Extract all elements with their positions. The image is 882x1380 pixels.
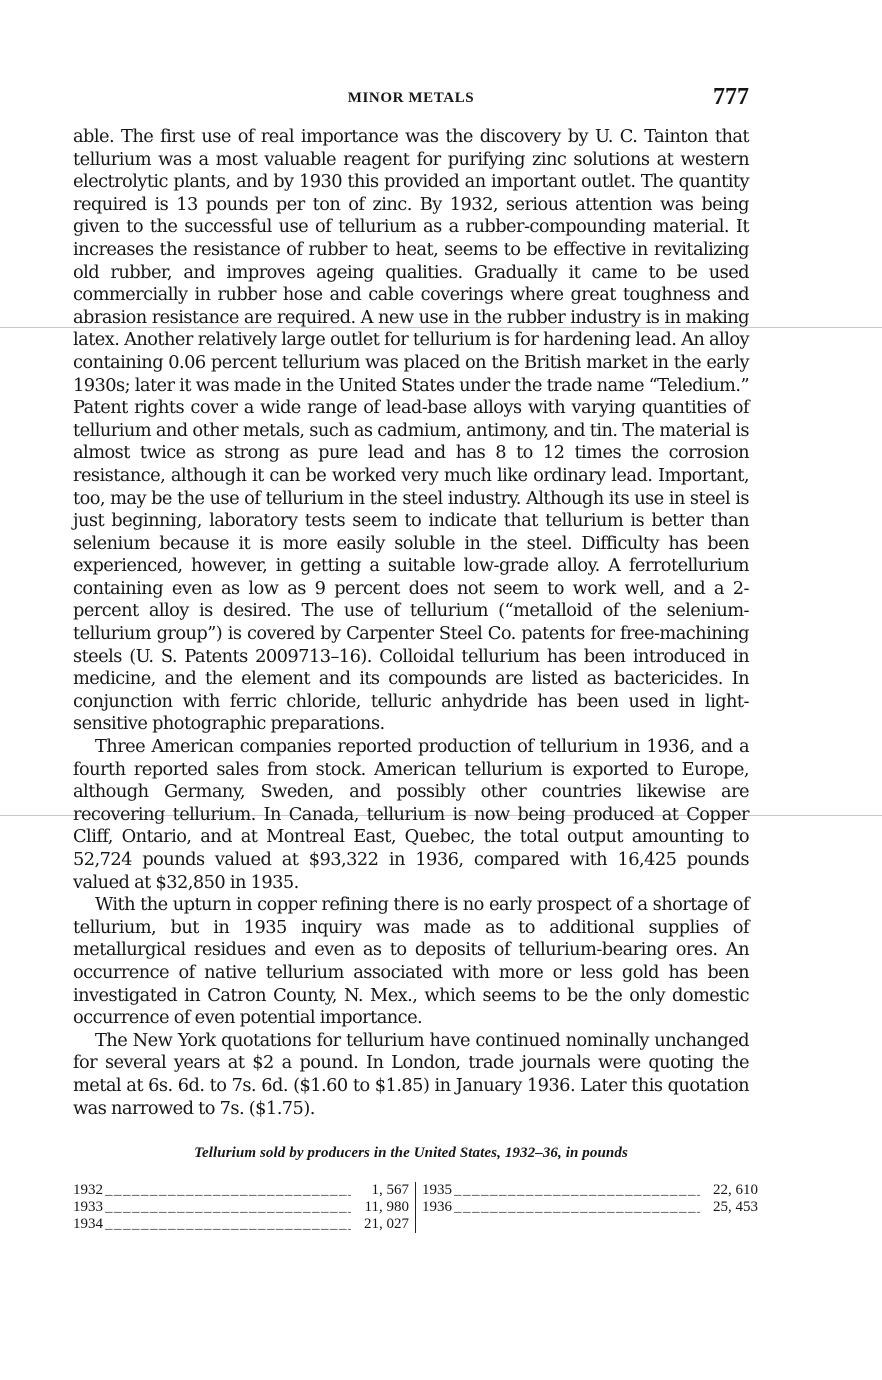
table-row (73, 1199, 409, 1216)
table-amount: 22, 610 (713, 1182, 758, 1199)
dot-leader (454, 1182, 700, 1199)
table-year: 1932 (73, 1182, 103, 1199)
paragraph-production: Three American companies reported production of tellurium in 1936, and a fourth reported sales from stock. American tellurium is exported to Europe, although Germany, Sweden, and possibly other countries likewise are recovering tellurium. In Canada, tellurium is now being produced at Copper Cliff, Ontario, and at Montreal East, Quebec, the total output amounting to 52,724 pounds valued at $93,322 in 1936, compared with 16,425 pounds valued at $32,850 in 1935. (73, 736, 749, 893)
dot-leader (454, 1199, 700, 1216)
page-number: 777 (713, 84, 749, 110)
table-year: 1936 (422, 1199, 452, 1216)
table-row (422, 1199, 758, 1216)
table-row (73, 1182, 409, 1199)
table-column-left (73, 1182, 416, 1233)
paragraph-uses: able. The first use of real importance was the discovery by U. C. Tainton that tellurium was a most valuable reagent for purifying zinc solutions at western electrolytic plants, and by 1930 this provided an important outlet. The quantity required is 13 pounds per ton of zinc. By 1932, serious attention was being given to the successful use of tellurium as a rubber-compounding material. It increases the resistance of rubber to heat, seems to be effective in revitalizing old rubber, and improves ageing qualities. Gradually it came to be used commercially in rubber hose and cable coverings where great toughness and abrasion resistance are required. A new use in the rubber industry is in making latex. Another relatively large outlet for tellurium is for hardening lead. An alloy containing 0.06 percent tellurium was placed on the British market in the early 1930s; later it was made in the United States under the trade name “Teledium.” Patent rights cover a wide range of lead-base alloys with varying quantities of tellurium and other metals, such as cadmium, antimony, and tin. The material is almost twice as strong as pure lead and has 8 to 12 times the corrosion resistance, although it can be worked very much like ordinary lead. Important, too, may be the use of tellurium in the steel industry. Although its use in steel is just beginning, laboratory tests seem to indicate that tellurium is better than selenium because it is more easily soluble in the steel. Difficulty has been experienced, however, in getting a suitable low-grade alloy. A ferrotellurium containing even as low as 9 percent does not seem to work well, and a 2-percent alloy is desired. The use of tellurium (“metalloid of the selenium-tellurium group”) is covered by Carpenter Steel Co. patents for free-machining steels (U. S. Patents 2009713–16). Colloidal tellurium has been introduced in medicine, and the element and its compounds are listed as bactericides. In conjunction with ferric chloride, telluric anhydride has been used in light-sensitive photographic preparations. (73, 126, 749, 735)
body-text (73, 126, 749, 1120)
paragraph-prices: The New York quotations for tellurium have continued nominally unchanged for several years at $2 a pound. In London, trade journals were quoting the metal at 6s. 6d. to 7s. 6d. ($1.60 to $1.85) in January 1936. Later this quotation was narrowed to 7s. ($1.75). (73, 1029, 749, 1119)
table-row (73, 1216, 409, 1233)
table-year: 1933 (73, 1199, 103, 1216)
dot-leader (105, 1216, 351, 1233)
paragraph-supply: With the upturn in copper refining there is no early prospect of a shortage of tellurium, but in 1935 inquiry was made as to additional supplies of metallurgical residues and even as to deposits of tellurium-bearing ores. An occurrence of native tellurium associated with more or less gold has been investigated in Catron County, N. Mex., which seems to be the only domestic occurrence of even potential importance. (73, 894, 749, 1029)
dot-leader (105, 1182, 351, 1199)
table-caption: Tellurium sold by producers in the United States, 1932–36, in pounds (194, 1145, 628, 1162)
table-amount: 21, 027 (364, 1216, 409, 1233)
table-amount: 25, 453 (713, 1199, 758, 1216)
document-page (73, 84, 758, 1233)
sales-table (73, 1182, 758, 1233)
table-year: 1935 (422, 1182, 452, 1199)
table-amount: 11, 980 (364, 1199, 409, 1216)
table-column-right (416, 1182, 758, 1233)
dot-leader (105, 1199, 351, 1216)
table-year: 1934 (73, 1216, 103, 1233)
table-row (422, 1182, 758, 1199)
running-title: MINOR METALS (347, 90, 475, 106)
running-header (73, 84, 749, 114)
table-amount: 1, 567 (371, 1182, 409, 1199)
